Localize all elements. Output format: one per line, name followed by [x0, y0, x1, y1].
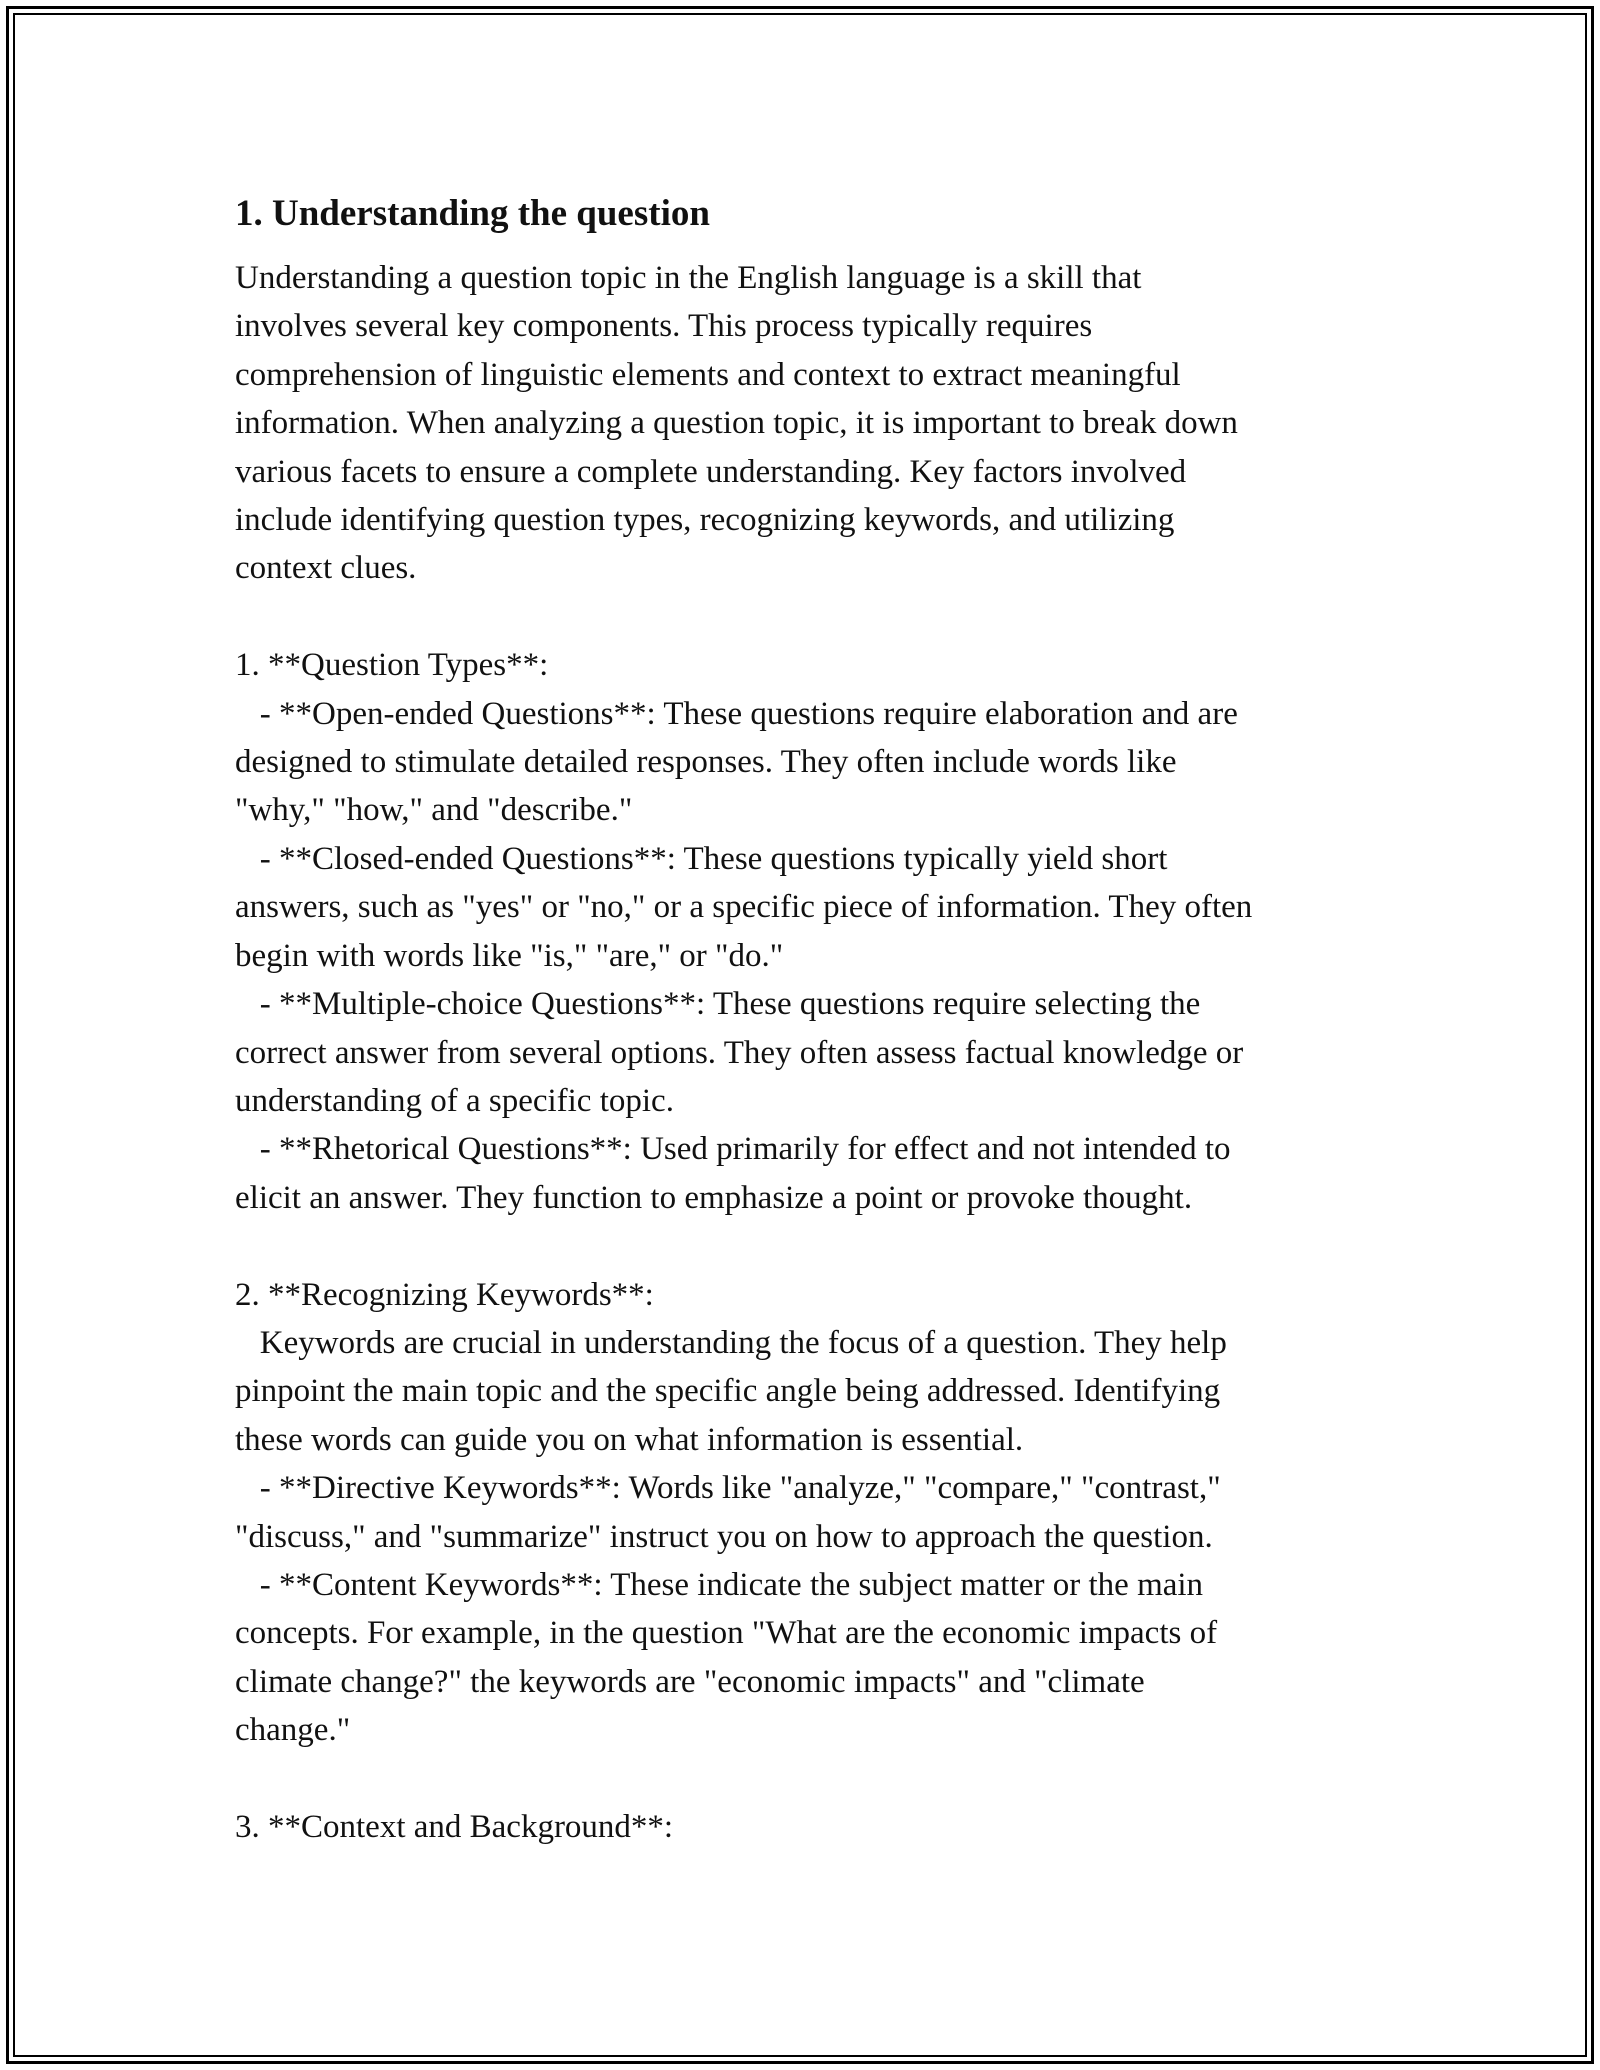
- document-content: [235, 182, 1375, 1851]
- section-heading: 1. Understanding the question: [235, 193, 710, 234]
- section-body: Understanding a question topic in the English language is a skill that involves several key components. This process typically requires comprehension of linguistic elements and context to extract meaningful information. When analyzing a question topic, it is important to break down various facets to ensure a complete understanding. Key factors involved include identifying question types, recognizing keywords, and utilizing context clues. 1. **Question Types**: - **Open-ended Questions**: These questions require elaboration and are designed to stimulate detailed responses. They often include words like "why," "how," and "describe." - **Closed-ended Questions**: These questions typically yield short answers, such as "yes" or "no," or a specific piece of information. They often begin with words like "is," "are," or "do." - **Multiple-choice Questions**: These questions require selecting the correct answer from several options. They often assess factual knowledge or understanding of a specific topic. - **Rhetorical Questions**: Used primarily for effect and not intended to elicit an answer. They function to emphasize a point or provoke thought. 2. **Recognizing Keywords**: Keywords are crucial in understanding the focus of a question. They help pinpoint the main topic and the specific angle being addressed. Identifying these words can guide you on what information is essential. - **Directive Keywords**: Words like "analyze," "compare," "contrast," "discuss," and "summarize" instruct you on how to approach the question. - **Content Keywords**: These indicate the subject matter or the main concepts. For example, in the question "What are the economic impacts of climate change?" the keywords are "economic impacts" and "climate change." 3. **Context and Background**:: [235, 260, 1253, 1845]
